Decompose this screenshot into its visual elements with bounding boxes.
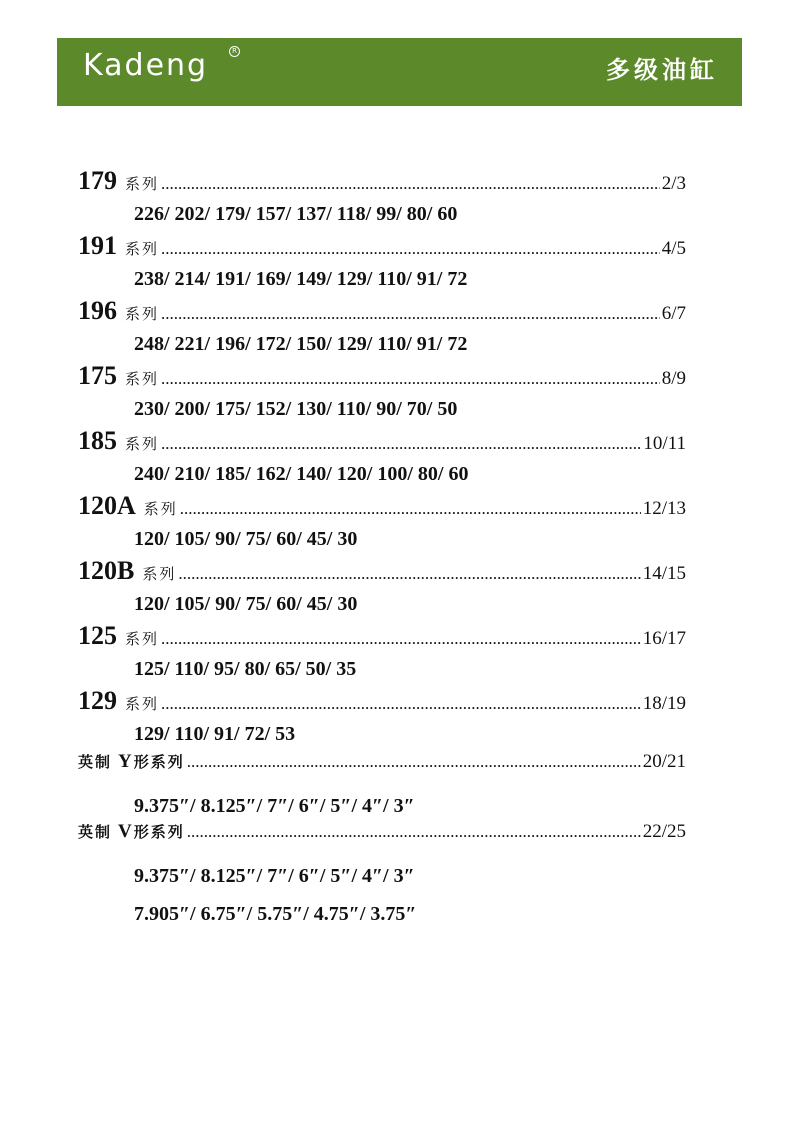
- brand-logo: Kadeng: [83, 48, 209, 83]
- page-number: 2/3: [661, 173, 686, 194]
- series-sizes: 240/ 210/ 185/ 162/ 140/ 120/ 100/ 80/ 60: [134, 463, 469, 485]
- series-suffix: 形系列: [133, 823, 185, 841]
- series-label: 系列: [125, 370, 160, 388]
- series-number: 179: [78, 166, 117, 195]
- dot-leader: [161, 694, 641, 714]
- series-label: 系列: [143, 500, 178, 518]
- dot-leader: [161, 239, 660, 259]
- series-prefix: 英制: [78, 823, 113, 841]
- dot-leader: [187, 752, 641, 772]
- series-sizes: 9.375″/ 8.125″/ 7″/ 6″/ 5″/ 4″/ 3″: [134, 865, 415, 887]
- dot-leader: [161, 369, 660, 389]
- series-sizes: 238/ 214/ 191/ 169/ 149/ 129/ 110/ 91/ 72: [134, 268, 468, 290]
- dot-leader: [161, 174, 660, 194]
- series-number: 175: [78, 361, 117, 390]
- series-number: 196: [78, 296, 117, 325]
- page-number: 22/25: [642, 821, 686, 842]
- toc-entry-120a[interactable]: [78, 491, 686, 556]
- table-of-contents: [78, 166, 686, 929]
- series-label: 系列: [125, 695, 160, 713]
- series-sizes: 248/ 221/ 196/ 172/ 150/ 129/ 110/ 91/ 72: [134, 333, 468, 355]
- dot-leader: [161, 434, 641, 454]
- header-bar: [57, 38, 742, 106]
- toc-entry-imperial-v[interactable]: [78, 821, 686, 929]
- series-sizes: 120/ 105/ 90/ 75/ 60/ 45/ 30: [134, 593, 358, 615]
- page-number: 16/17: [642, 628, 686, 649]
- toc-entry-imperial-y[interactable]: [78, 751, 686, 821]
- toc-entry-175[interactable]: [78, 361, 686, 426]
- page-number: 10/11: [643, 433, 686, 454]
- series-number: 120A: [78, 491, 136, 520]
- series-letter: V: [118, 821, 132, 842]
- series-sizes: 129/ 110/ 91/ 72/ 53: [134, 723, 296, 745]
- series-sizes: 9.375″/ 8.125″/ 7″/ 6″/ 5″/ 4″/ 3″: [134, 795, 415, 817]
- toc-entry-185[interactable]: [78, 426, 686, 491]
- toc-entry-179[interactable]: [78, 166, 686, 231]
- series-number: 185: [78, 426, 117, 455]
- series-label: 系列: [125, 630, 160, 648]
- dot-leader: [161, 304, 660, 324]
- series-sizes: 7.905″/ 6.75″/ 5.75″/ 4.75″/ 3.75″: [134, 903, 417, 925]
- page-number: 18/19: [642, 693, 686, 714]
- series-sizes: 120/ 105/ 90/ 75/ 60/ 45/ 30: [134, 528, 358, 550]
- series-sizes: 226/ 202/ 179/ 157/ 137/ 118/ 99/ 80/ 60: [134, 203, 458, 225]
- dot-leader: [178, 564, 640, 584]
- series-label: 系列: [125, 175, 160, 193]
- series-label: 系列: [125, 305, 160, 323]
- series-label: 系列: [142, 565, 177, 583]
- series-sizes: 230/ 200/ 175/ 152/ 130/ 110/ 90/ 70/ 50: [134, 398, 458, 420]
- series-number: 120B: [78, 556, 135, 585]
- dot-leader: [187, 822, 641, 842]
- dot-leader: [161, 629, 641, 649]
- toc-entry-196[interactable]: [78, 296, 686, 361]
- page-number: 12/13: [642, 498, 686, 519]
- toc-entry-129[interactable]: [78, 686, 686, 751]
- series-label: 系列: [125, 435, 160, 453]
- toc-entry-125[interactable]: [78, 621, 686, 686]
- series-label: 系列: [125, 240, 160, 258]
- page-number: 20/21: [642, 751, 686, 772]
- series-number: 129: [78, 686, 117, 715]
- series-letter: Y: [118, 751, 132, 772]
- page-number: 6/7: [661, 303, 686, 324]
- series-sizes: 125/ 110/ 95/ 80/ 65/ 50/ 35: [134, 658, 357, 680]
- series-prefix: 英制: [78, 753, 113, 771]
- registered-mark-icon: R: [229, 46, 240, 57]
- dot-leader: [180, 499, 641, 519]
- page-number: 4/5: [661, 238, 686, 259]
- page-number: 8/9: [661, 368, 686, 389]
- toc-entry-191[interactable]: [78, 231, 686, 296]
- header-title: 多级油缸: [606, 56, 718, 84]
- page-number: 14/15: [642, 563, 686, 584]
- series-suffix: 形系列: [133, 753, 185, 771]
- toc-entry-120b[interactable]: [78, 556, 686, 621]
- series-number: 125: [78, 621, 117, 650]
- series-number: 191: [78, 231, 117, 260]
